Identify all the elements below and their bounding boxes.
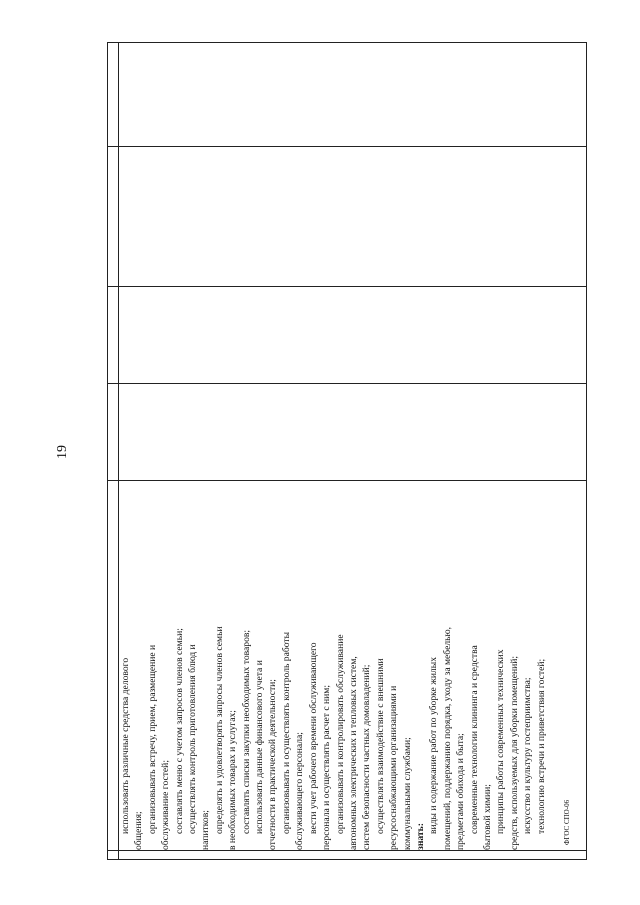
- text-line: бытовой химии;: [481, 784, 493, 850]
- table-cell-empty: [108, 43, 119, 147]
- text-line: принципы работы современных технических: [495, 649, 507, 834]
- section-heading: знать:: [414, 823, 426, 850]
- table-row: [119, 43, 587, 860]
- text-line: предметами обихода и быта;: [455, 733, 467, 850]
- document-code: ФГОС СПО-06: [563, 799, 571, 845]
- text-line: искусство и культуру гостеприимства;: [522, 677, 534, 834]
- text-line: персонала и осуществлять расчет с ним;: [321, 684, 333, 850]
- page-number: 19: [55, 445, 70, 459]
- text-line: организовывать и контролировать обслуживание: [334, 634, 346, 834]
- text-line: современные технологии клининга и средства: [468, 645, 480, 834]
- table-cell-empty: [119, 147, 587, 287]
- text-line: осуществлять взаимодействие с внешними: [374, 658, 386, 834]
- table-row: [108, 43, 119, 860]
- text-line: составлять списки закупки необходимых товаров;: [240, 629, 252, 834]
- text-line: технологию встречи и приветствия гостей;: [535, 658, 547, 834]
- text-line: помещений, поддержанию порядка, уходу за мебелью,: [441, 626, 453, 850]
- table-cell-empty: [119, 287, 587, 384]
- table-cell-empty: [119, 851, 587, 860]
- text-line: обслуживающего персонала;: [294, 732, 306, 850]
- text-line: коммунальными службами;: [401, 737, 413, 850]
- table-cell-empty: [119, 384, 587, 481]
- competency-table: [107, 42, 587, 860]
- table-cell-empty: [108, 287, 119, 384]
- text-line: вести учет рабочего времени обслуживающего: [307, 642, 319, 834]
- text-line: определять и удовлетворять запросы членов семьи: [213, 626, 225, 834]
- text-line: общения;: [133, 811, 145, 850]
- table-cell-empty: [119, 43, 587, 147]
- table-cell-empty: [108, 481, 119, 851]
- text-line: ресурсоснабжающими организациями и: [388, 685, 400, 850]
- text-line: средств, используемых для уборки помещений;: [508, 655, 520, 850]
- table-cell-empty: [108, 851, 119, 860]
- text-line: организовывать встречу, прием, размещение и: [146, 644, 158, 834]
- text-line: обслуживание гостей;: [160, 760, 172, 850]
- skills-knowledge-cell: [119, 481, 587, 851]
- text-line: систем безопасности частных домовладений;: [361, 664, 373, 850]
- text-line: организовывать и осуществлять контроль работы: [280, 631, 292, 834]
- text-line: использовать данные финансового учета и: [254, 660, 266, 834]
- text-line: составлять меню с учетом запросов членов семьи;: [173, 628, 185, 834]
- text-line: в необходимых товарах и услугах;: [227, 710, 239, 850]
- text-line: отчетности в практической деятельности;: [267, 679, 279, 850]
- rotated-table-block: [107, 43, 587, 860]
- text-line: использовать различные средства делового: [120, 657, 131, 834]
- table-cell-empty: [108, 147, 119, 287]
- text-line: осуществлять контроль приготовления блюд и: [187, 644, 199, 834]
- text-line: напитков;: [200, 810, 212, 850]
- text-line: автономных электрических и тепловых систем,: [347, 656, 359, 850]
- table-cell-empty: [108, 384, 119, 481]
- text-line: виды и содержание работ по уборке жилых: [428, 657, 440, 834]
